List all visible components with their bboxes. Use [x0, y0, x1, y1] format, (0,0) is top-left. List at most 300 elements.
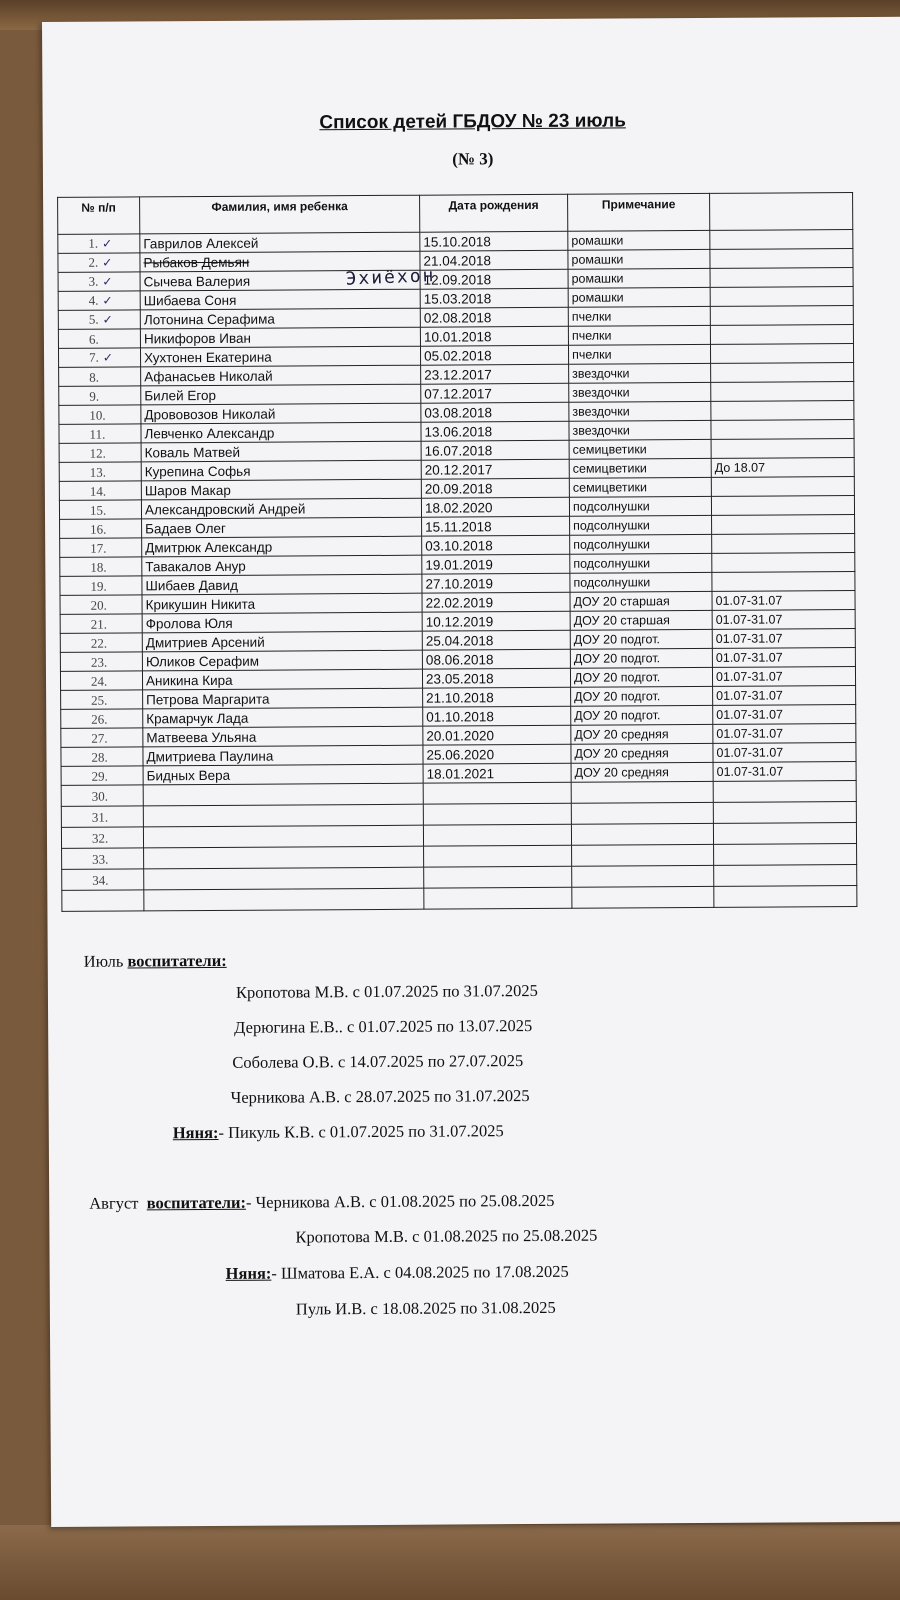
child-name-text: Крикушин Никита — [145, 596, 256, 612]
period-note — [711, 382, 854, 402]
group-note-text: пчелки — [571, 347, 612, 362]
period-note-text: 01.07-31.07 — [716, 744, 784, 760]
birth-date-text: 10.01.2018 — [423, 328, 492, 345]
group-note-text: пчелки — [571, 309, 612, 324]
period-note — [711, 458, 854, 478]
group-note-text: подсолнушки — [573, 536, 650, 552]
period-note — [713, 743, 856, 763]
group-note — [571, 823, 713, 845]
row-number — [60, 614, 142, 634]
child-name — [143, 745, 423, 766]
birth-date-text: 23.12.2017 — [424, 366, 492, 383]
period-note — [711, 363, 854, 383]
child-name-text: Рыбаков Демьян — [143, 254, 250, 270]
group-note — [569, 363, 711, 383]
child-name-text: Дмитрюк Александр — [145, 539, 273, 555]
header-name: Фамилия, имя ребенка — [140, 195, 420, 234]
period-note — [710, 306, 853, 326]
group-note — [571, 762, 713, 782]
group-note — [569, 401, 711, 421]
group-note — [571, 802, 713, 824]
row-number — [60, 595, 142, 615]
child-name-text: Лотонина Серафима — [143, 311, 275, 327]
row-number — [59, 424, 141, 444]
child-name-text: Шаров Макар — [144, 482, 231, 498]
row-number-text: 33. — [92, 851, 109, 867]
row-number — [60, 557, 142, 577]
child-name-text: Петрова Маргарита — [146, 691, 270, 707]
august-heading — [89, 1191, 554, 1214]
row-number — [59, 405, 141, 425]
child-name — [142, 669, 422, 690]
row-number-text: 28. — [91, 749, 108, 765]
period-note — [712, 515, 855, 535]
birth-date — [421, 421, 569, 441]
group-note — [571, 686, 713, 706]
child-name-text: Бидных Вера — [146, 767, 231, 783]
group-note-text: подсолнушки — [572, 498, 650, 514]
birth-date — [421, 497, 569, 517]
row-number-text: 8. — [89, 369, 99, 385]
group-note — [570, 515, 712, 535]
child-name — [143, 764, 423, 785]
row-number-text: 1. — [88, 235, 99, 251]
birth-date-text: 01.10.2018 — [426, 708, 494, 725]
child-name-text: Дмитриев Арсений — [145, 634, 265, 650]
document-title: Список детей ГБДОУ № 23 июль — [319, 110, 626, 134]
birth-date-text: 20.09.2018 — [424, 480, 493, 497]
period-note — [711, 496, 854, 516]
period-note — [713, 762, 856, 782]
period-note — [713, 823, 856, 845]
august-label: Август — [89, 1193, 139, 1213]
birth-date — [423, 744, 571, 764]
row-number-text: 21. — [90, 616, 107, 632]
checkmark-icon: ✓ — [102, 236, 113, 251]
table-header-row — [58, 193, 853, 235]
child-name — [142, 650, 422, 671]
child-name-text: Билей Егор — [144, 387, 217, 403]
child-name — [142, 612, 422, 633]
period-note — [712, 629, 855, 649]
birth-date — [423, 706, 571, 726]
row-number — [58, 291, 140, 311]
birth-date — [420, 269, 568, 289]
row-number-text: 26. — [91, 711, 108, 727]
period-note-text: 01.07-31.07 — [715, 630, 783, 646]
row-number — [60, 671, 142, 691]
child-name — [144, 888, 424, 911]
child-name-text: Шибаев Давид — [145, 577, 239, 593]
august-educator-1: - Черникова А.В. с 01.08.2025 по 25.08.2025 — [245, 1190, 555, 1212]
paper-sheet — [42, 17, 900, 1527]
group-note — [569, 496, 711, 516]
row-number-text: 27. — [91, 730, 108, 746]
header-note: Примечание — [568, 193, 710, 231]
group-note-text: звездочки — [572, 365, 630, 381]
group-note — [568, 306, 710, 326]
july-heading — [84, 951, 227, 972]
child-name — [143, 707, 423, 728]
group-note — [569, 458, 711, 478]
period-note — [712, 572, 855, 592]
child-name — [141, 384, 421, 405]
period-note-text: 01.07-31.07 — [716, 706, 784, 722]
row-number — [62, 890, 144, 912]
group-note-text: звездочки — [572, 403, 630, 419]
header-num: № п/п — [58, 197, 140, 235]
table-surface-bottom — [0, 1525, 900, 1600]
birth-date-text: 18.02.2020 — [424, 499, 493, 516]
august-nanny-1: - Шматова Е.А. с 04.08.2025 по 17.08.2025 — [271, 1261, 569, 1283]
august-educator-2: Кропотова М.В. с 01.08.2025 по 25.08.2025 — [295, 1225, 598, 1247]
table-row — [62, 886, 857, 912]
row-number-text: 18. — [90, 559, 107, 575]
row-number — [58, 272, 140, 292]
header-extra — [710, 193, 853, 231]
group-note-text: ДОУ 20 подгот. — [574, 707, 661, 723]
row-number-text: 10. — [89, 407, 106, 423]
period-note — [711, 439, 854, 459]
row-number-text: 6. — [88, 331, 99, 347]
table-body — [58, 230, 857, 912]
birth-date-text: 05.02.2018 — [423, 347, 492, 364]
group-note-text: подсолнушки — [573, 574, 651, 590]
child-name — [141, 403, 421, 424]
group-note — [571, 781, 713, 803]
row-number — [60, 538, 142, 558]
group-note — [569, 477, 711, 497]
group-note-text: ДОУ 20 старшая — [573, 612, 670, 628]
child-name — [142, 593, 422, 614]
child-name — [142, 631, 422, 652]
birth-date — [422, 649, 570, 669]
period-note — [713, 781, 856, 803]
group-note — [570, 534, 712, 554]
row-number-text: 34. — [92, 872, 109, 888]
row-number — [61, 728, 143, 748]
period-note — [710, 325, 853, 345]
period-note — [712, 610, 855, 630]
birth-date-text: 03.10.2018 — [425, 537, 493, 554]
group-note — [568, 344, 710, 364]
checkmark-icon: ✓ — [102, 350, 113, 365]
birth-date — [422, 630, 570, 650]
august-educators-label: воспитатели: — [146, 1192, 246, 1213]
period-note — [711, 420, 854, 440]
row-number-text: 5. — [88, 311, 99, 327]
child-name — [143, 726, 423, 747]
checkmark-icon: ✓ — [102, 255, 113, 270]
row-number — [58, 253, 140, 273]
birth-date — [420, 250, 568, 270]
row-number — [61, 827, 143, 849]
birth-date-text: 12.09.2018 — [423, 271, 492, 288]
row-number-text: 16. — [90, 521, 107, 537]
child-name-text: Дрововозов Николай — [144, 406, 276, 422]
period-note-text: 01.07-31.07 — [716, 725, 784, 741]
child-name-text: Гаврилов Алексей — [143, 235, 259, 251]
birth-date-text: 21.10.2018 — [426, 689, 494, 706]
group-note-text: ДОУ 20 средняя — [574, 745, 669, 761]
child-name — [140, 308, 420, 329]
period-note — [714, 886, 857, 908]
birth-date — [422, 535, 570, 555]
birth-date — [421, 383, 569, 403]
group-note-text: ДОУ 20 подгот. — [573, 631, 661, 647]
child-name-text: Афанасьев Николай — [144, 368, 273, 384]
row-number-text: 32. — [91, 830, 109, 846]
child-name — [141, 441, 421, 462]
group-note — [569, 382, 711, 402]
group-note-text: ромашки — [571, 251, 624, 267]
child-name — [144, 867, 424, 890]
birth-date — [421, 364, 569, 384]
row-number-text: 15. — [89, 502, 107, 518]
birth-date-text: 16.07.2018 — [424, 442, 493, 459]
row-number — [61, 785, 143, 807]
group-note-text: ромашки — [571, 289, 624, 305]
birth-date-text: 10.12.2019 — [425, 613, 494, 630]
period-note-text: 01.07-31.07 — [715, 592, 783, 608]
row-number-text: 22. — [90, 635, 108, 651]
child-name-text: Сычева Валерия — [143, 273, 251, 289]
row-number-text: 13. — [89, 464, 107, 480]
row-number-text: 29. — [91, 768, 108, 784]
row-number — [58, 234, 140, 254]
birth-date-text: 20.12.2017 — [424, 461, 493, 478]
group-note — [570, 610, 712, 630]
row-number — [62, 848, 144, 870]
group-note — [570, 629, 712, 649]
group-note — [569, 439, 711, 459]
birth-date-text: 03.08.2018 — [424, 404, 493, 421]
period-note — [712, 591, 855, 611]
row-number-text: 11. — [89, 426, 106, 442]
child-name — [142, 574, 422, 595]
group-note-text: семицветики — [572, 460, 647, 476]
birth-date-text: 25.04.2018 — [425, 632, 494, 649]
group-note-text: ДОУ 20 средняя — [574, 764, 669, 780]
birth-date — [422, 516, 570, 536]
row-number-text: 20. — [90, 597, 107, 613]
group-note-text: звездочки — [572, 384, 630, 400]
child-name — [141, 460, 421, 481]
period-note — [710, 287, 853, 307]
birth-date — [420, 345, 568, 365]
row-number — [60, 519, 142, 539]
checkmark-icon: ✓ — [102, 274, 113, 289]
birth-date — [423, 782, 571, 804]
period-note — [710, 344, 853, 364]
row-number-text: 2. — [88, 254, 99, 270]
child-name-text: Юликов Серафим — [145, 653, 260, 669]
august-nanny-2: Пуль И.В. с 18.08.2025 по 31.08.2025 — [295, 1297, 556, 1319]
row-number — [59, 500, 141, 520]
child-name-text: Курепина Софья — [144, 463, 251, 479]
group-note-text: пчелки — [571, 328, 612, 343]
birth-date — [420, 231, 568, 251]
document-subtitle: (№ 3) — [452, 149, 494, 169]
group-note-text: семицветики — [572, 441, 647, 457]
child-name-text: Матвеева Ульяна — [146, 729, 257, 745]
group-note — [571, 705, 713, 725]
birth-date — [421, 478, 569, 498]
period-note — [712, 553, 855, 573]
row-number-text: 19. — [90, 578, 107, 594]
birth-date-text: 07.12.2017 — [424, 385, 492, 402]
row-number — [61, 766, 143, 786]
birth-date-text: 15.03.2018 — [423, 290, 492, 307]
child-name — [141, 498, 421, 519]
row-number-text: 7. — [89, 349, 99, 365]
group-note — [572, 865, 714, 887]
row-number — [59, 367, 141, 387]
child-name — [143, 825, 423, 848]
row-number-text: 30. — [91, 788, 109, 804]
child-name-text: Шибаева Соня — [143, 292, 237, 308]
row-number-text: 9. — [89, 388, 100, 404]
birth-date — [421, 402, 569, 422]
child-name — [143, 783, 423, 806]
period-note — [711, 477, 854, 497]
birth-date — [423, 763, 571, 783]
july-educator-1: Кропотова М.В. с 01.07.2025 по 31.07.2025 — [235, 980, 538, 1002]
child-name-text: Аникина Кира — [145, 672, 233, 688]
child-name — [141, 422, 421, 443]
child-name — [144, 846, 424, 869]
birth-date — [423, 824, 571, 846]
july-nanny-label: Няня: — [172, 1122, 219, 1143]
row-number — [59, 443, 141, 463]
birth-date — [423, 803, 571, 825]
birth-date-text: 27.10.2019 — [425, 575, 494, 592]
period-note — [713, 724, 856, 744]
july-educator-2: Дерюгина Е.В.. с 01.07.2025 по 13.07.2025 — [234, 1016, 533, 1037]
birth-date — [423, 687, 571, 707]
row-number — [60, 576, 142, 596]
birth-date — [422, 592, 570, 612]
row-number-text: 4. — [88, 292, 99, 308]
group-note-text: ромашки — [571, 232, 624, 248]
period-note — [714, 865, 857, 887]
group-note — [568, 287, 710, 307]
group-note — [568, 325, 710, 345]
birth-date-text: 23.05.2018 — [425, 670, 494, 687]
group-note — [570, 648, 712, 668]
group-note-text: ДОУ 20 старшая — [573, 593, 670, 609]
row-number — [58, 310, 140, 330]
july-educators-label: воспитатели: — [127, 950, 227, 971]
birth-date-text: 18.01.2021 — [426, 765, 495, 782]
child-name-text: Никифоров Иван — [143, 330, 251, 346]
row-number — [58, 329, 140, 349]
birth-date-text: 15.11.2018 — [425, 518, 492, 535]
group-note — [572, 844, 714, 866]
checkmark-icon: ✓ — [102, 312, 113, 327]
row-number — [60, 652, 142, 672]
birth-date — [424, 887, 572, 909]
group-note-text: семицветики — [572, 479, 648, 495]
birth-date-text: 25.06.2020 — [426, 746, 495, 763]
group-note — [569, 420, 711, 440]
group-note — [568, 230, 710, 250]
child-name-text: Тавакалов Анур — [145, 558, 246, 574]
period-note-text: До 18.07 — [714, 460, 766, 475]
july-nanny — [173, 1121, 504, 1143]
period-note-text: 01.07-31.07 — [716, 763, 784, 779]
group-note — [570, 572, 712, 592]
row-number — [60, 633, 142, 653]
july-educator-3: Соболева О.В. с 14.07.2025 по 27.07.2025 — [232, 1051, 524, 1072]
birth-date-text: 02.08.2018 — [423, 309, 492, 326]
period-note — [712, 648, 855, 668]
group-note — [568, 268, 710, 288]
header-dob: Дата рождения — [420, 194, 568, 232]
child-name-text: Коваль Матвей — [144, 444, 241, 460]
july-educator-4: Черникова А.В. с 28.07.2025 по 31.07.2025 — [230, 1086, 530, 1107]
period-note — [710, 249, 853, 269]
child-name — [140, 289, 420, 310]
group-note-text: ДОУ 20 подгот. — [573, 669, 661, 685]
period-note — [714, 844, 857, 866]
birth-date — [420, 326, 568, 346]
birth-date-text: 20.01.2020 — [426, 727, 494, 744]
birth-date — [420, 307, 568, 327]
child-name — [142, 555, 422, 576]
row-number — [61, 806, 143, 828]
row-number-text: 3. — [88, 273, 99, 289]
birth-date — [422, 573, 570, 593]
row-number — [62, 869, 144, 891]
child-name — [141, 479, 421, 500]
birth-date — [421, 440, 569, 460]
child-name — [140, 346, 420, 367]
birth-date-text: 15.10.2018 — [423, 233, 491, 250]
child-name — [141, 365, 421, 386]
period-note-text: 01.07-31.07 — [715, 668, 783, 684]
child-name-text: Левченко Александр — [144, 425, 275, 441]
period-note-text: 01.07-31.07 — [715, 611, 783, 627]
period-note-text: 01.07-31.07 — [716, 687, 783, 703]
group-note-text: ДОУ 20 средняя — [574, 726, 669, 742]
period-note — [712, 534, 855, 554]
group-note-text: подсолнушки — [573, 517, 650, 533]
row-number — [61, 690, 143, 710]
july-label: Июль — [83, 951, 124, 971]
period-note — [712, 667, 855, 687]
birth-date — [421, 459, 569, 479]
child-name-text: Дмитриева Паулина — [146, 748, 274, 764]
row-number — [59, 386, 141, 406]
birth-date-text: 19.01.2019 — [425, 556, 493, 573]
period-note — [711, 401, 854, 421]
row-number-text: 14. — [89, 483, 107, 499]
row-number — [59, 481, 141, 501]
child-name-text: Бадаев Олег — [145, 520, 226, 536]
child-name-text: Хухтонен Екатерина — [144, 349, 272, 365]
group-note — [570, 553, 712, 573]
group-note-text: ДОУ 20 подгот. — [573, 650, 661, 666]
group-note — [571, 724, 713, 744]
handwritten-note: Эхиёхон — [345, 265, 436, 290]
checkmark-icon: ✓ — [102, 293, 113, 308]
row-number — [61, 709, 143, 729]
period-note — [713, 705, 856, 725]
group-note — [568, 249, 710, 269]
period-note — [713, 686, 856, 706]
birth-date — [420, 288, 568, 308]
